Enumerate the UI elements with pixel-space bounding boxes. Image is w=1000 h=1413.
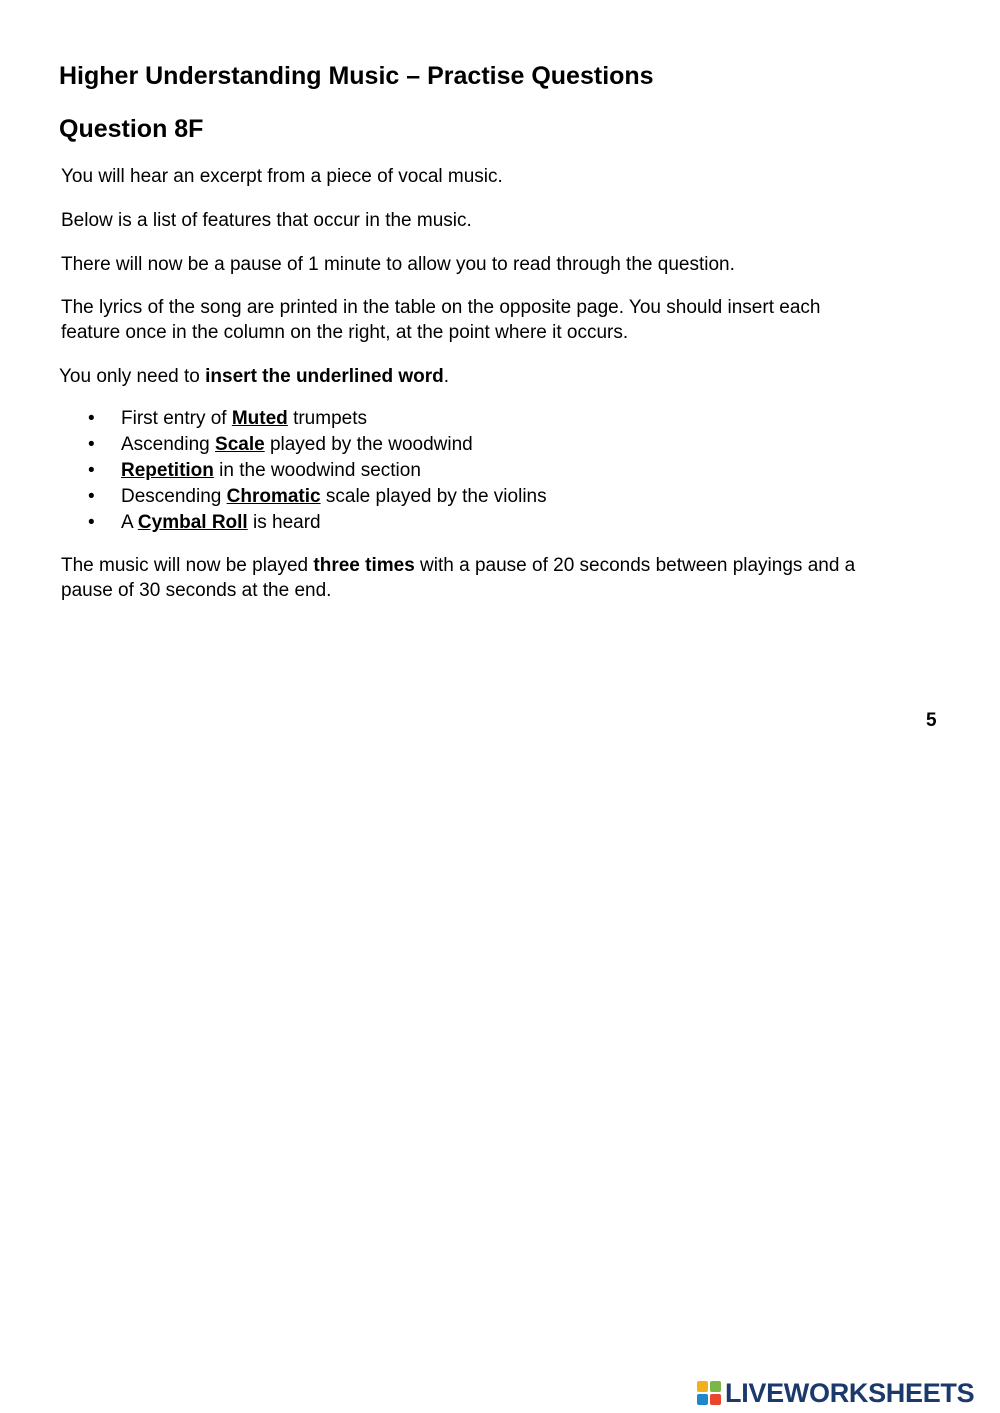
intro-paragraph-3: There will now be a pause of 1 minute to allow you to read through the question. xyxy=(61,254,735,275)
bullet-icon: • xyxy=(88,460,95,481)
underline-instruction-post: . xyxy=(443,366,450,387)
logo-square-2 xyxy=(710,1381,721,1392)
instructions-line-2: feature once in the column on the right, at the point where it occurs. xyxy=(61,322,629,343)
feature-keyword: Repetition xyxy=(121,460,214,481)
closing-post: with a pause of 20 seconds between playings and a xyxy=(414,555,856,576)
underline-instruction-pre: You only need to xyxy=(59,366,206,387)
feature-post: is heard xyxy=(247,512,321,533)
liveworksheets-logo-text: LIVEWORKSHEETS xyxy=(725,1378,975,1408)
bullet-icon: • xyxy=(88,486,95,507)
feature-pre: A xyxy=(121,512,138,533)
feature-keyword: Muted xyxy=(231,408,288,429)
page-title: Higher Understanding Music – Practise Questions xyxy=(59,62,654,90)
bullet-icon: • xyxy=(88,408,95,429)
feature-pre: Descending xyxy=(121,486,227,507)
intro-paragraph-2: Below is a list of features that occur in the music. xyxy=(61,210,472,231)
underline-instruction xyxy=(59,364,449,389)
feature-keyword: Cymbal Roll xyxy=(137,512,248,533)
page-number: 5 xyxy=(926,710,937,731)
liveworksheets-logo xyxy=(697,1378,974,1408)
feature-pre: First entry of xyxy=(121,408,232,429)
logo-square-4 xyxy=(710,1394,721,1405)
closing-line-1 xyxy=(61,553,855,578)
feature-post: played by the woodwind xyxy=(264,434,473,455)
closing-line-2: pause of 30 seconds at the end. xyxy=(61,580,332,601)
feature-post: scale played by the violins xyxy=(320,486,547,507)
question-heading: Question 8F xyxy=(59,115,204,143)
underline-instruction-bold: insert the underlined word xyxy=(205,366,444,387)
feature-post: trumpets xyxy=(287,408,367,429)
liveworksheets-logo-icon xyxy=(697,1381,721,1405)
bullet-icon: • xyxy=(88,434,95,455)
feature-keyword: Scale xyxy=(215,434,265,455)
feature-post: in the woodwind section xyxy=(213,460,421,481)
feature-pre: Ascending xyxy=(121,434,216,455)
instructions-line-1: The lyrics of the song are printed in the table on the opposite page. You should insert each xyxy=(61,297,821,318)
bullet-icon: • xyxy=(88,512,95,533)
closing-pre: The music will now be played xyxy=(61,555,314,576)
feature-keyword: Chromatic xyxy=(226,486,321,507)
logo-square-1 xyxy=(697,1381,708,1392)
closing-bold: three times xyxy=(313,555,415,576)
logo-square-3 xyxy=(697,1394,708,1405)
intro-paragraph-1: You will hear an excerpt from a piece of vocal music. xyxy=(61,166,503,187)
